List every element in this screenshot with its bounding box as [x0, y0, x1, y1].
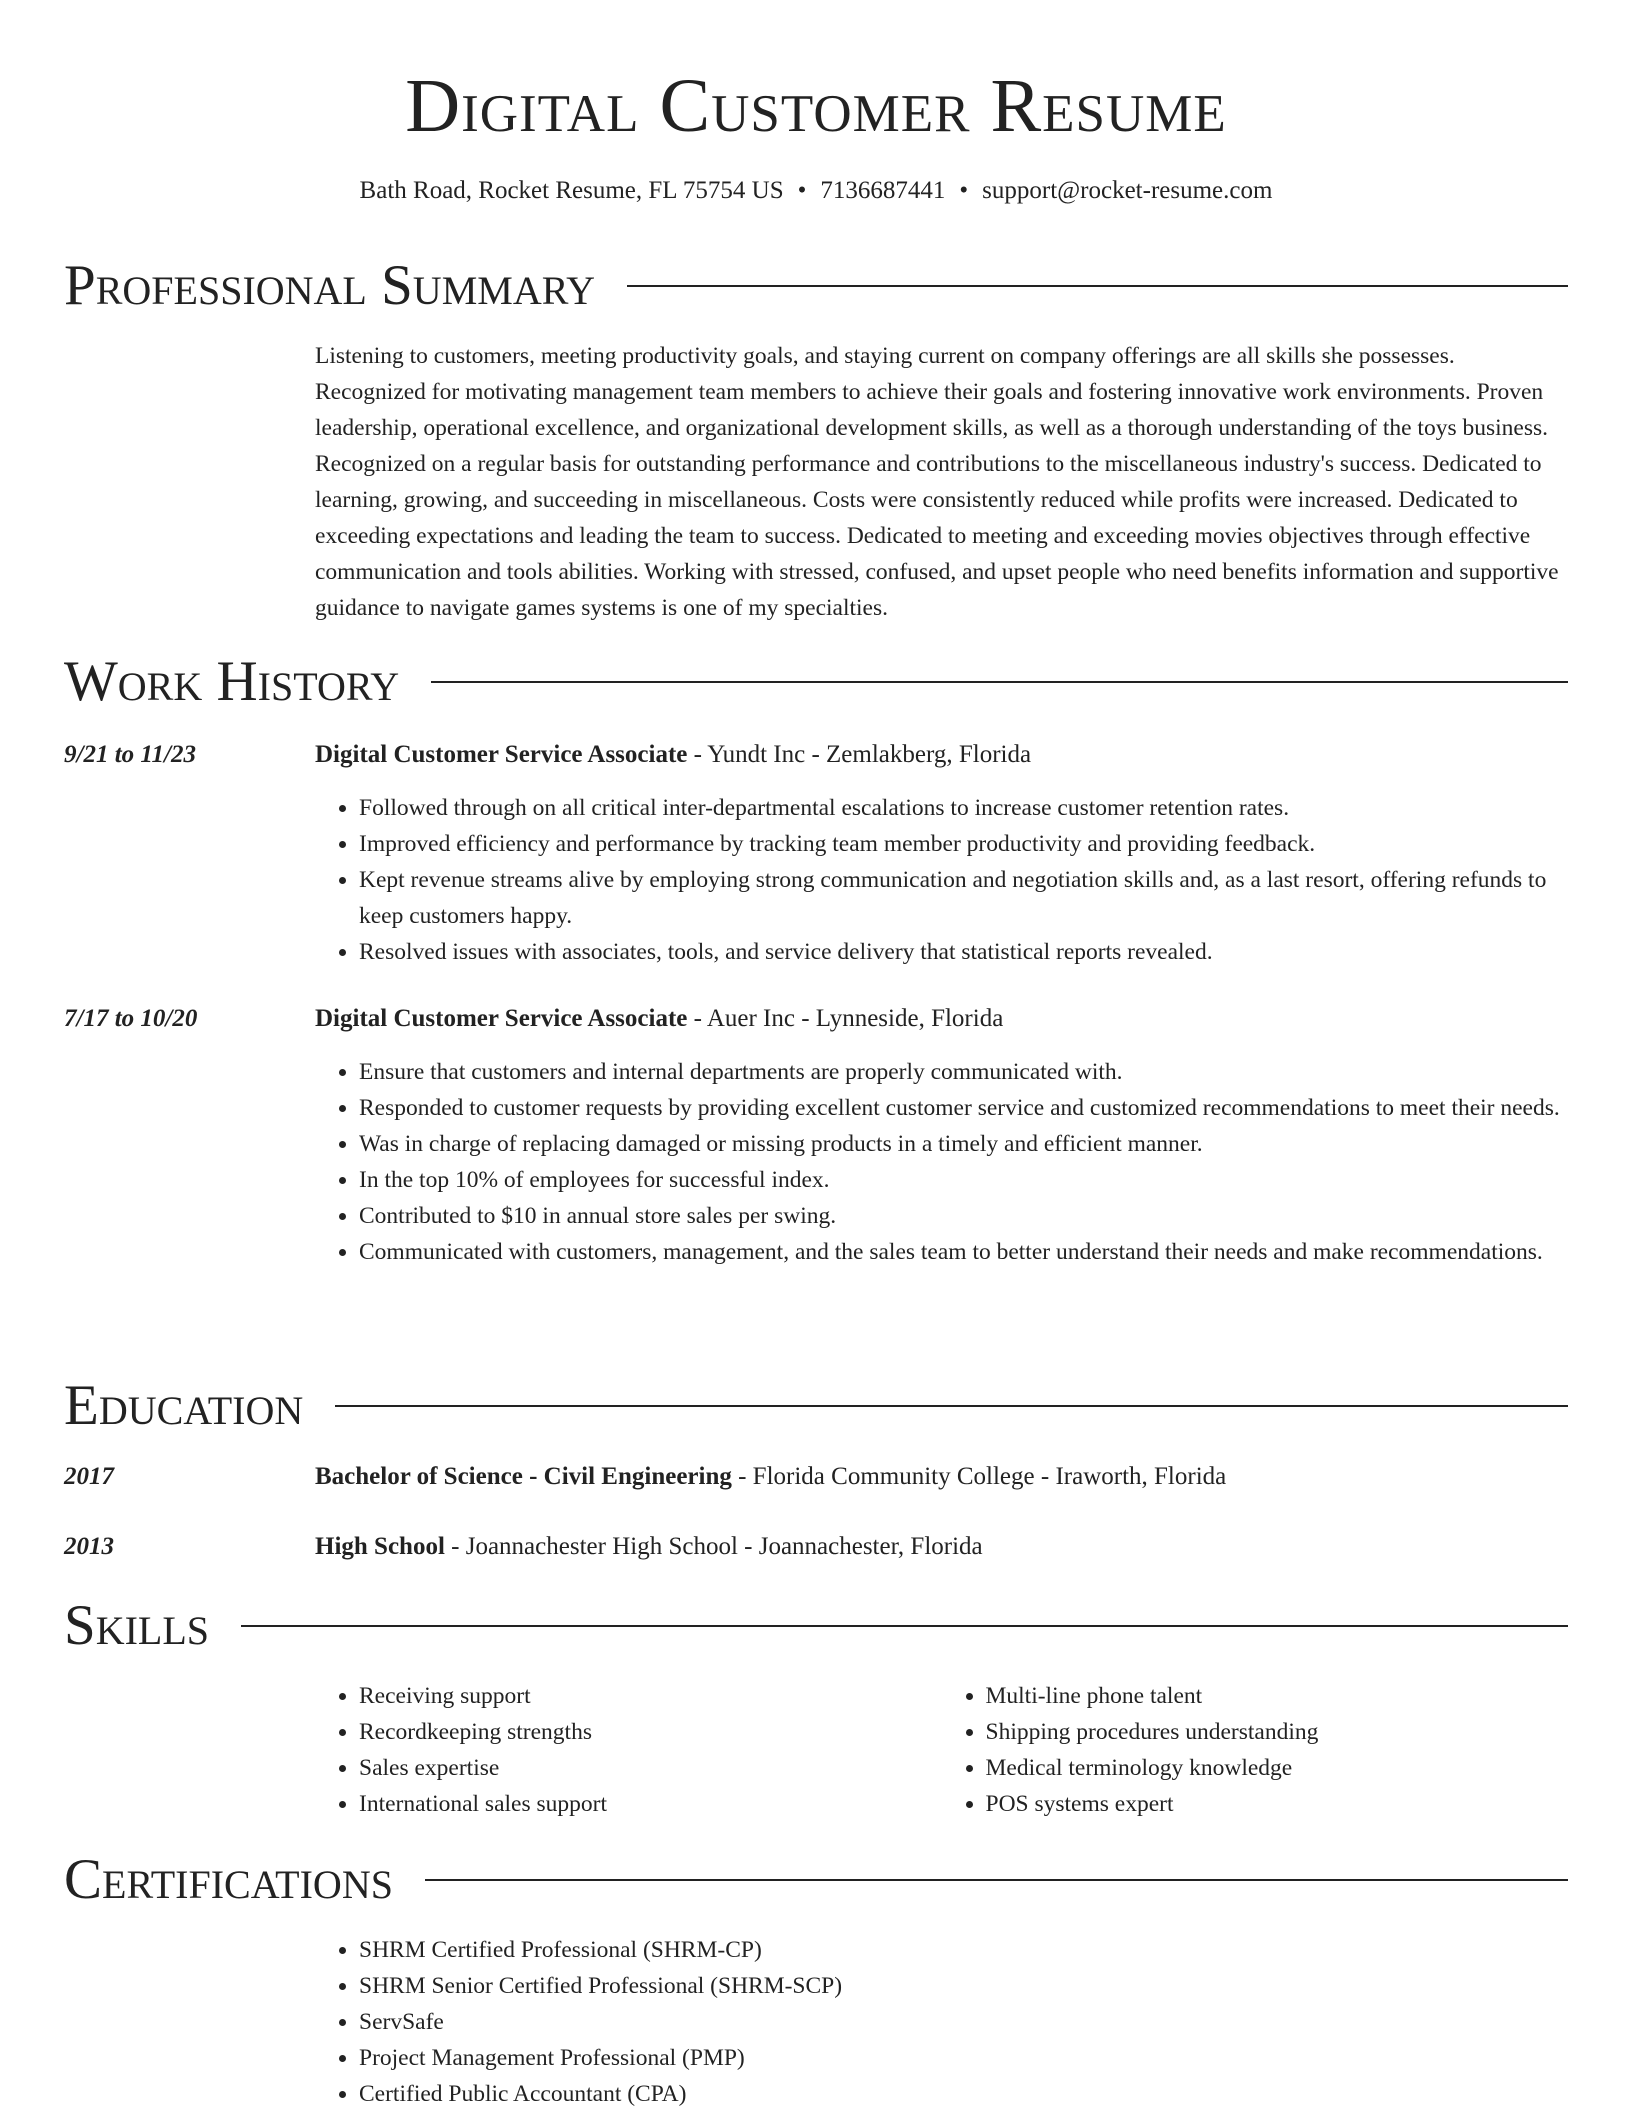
certification-item: • Project Management Professional (PMP) [359, 2040, 1568, 2076]
section-divider [241, 1625, 1568, 1627]
education-year: 2017 [64, 1463, 114, 1490]
job-bullet: • Was in charge of replacing damaged or missing products in a timely and efficient manner. [359, 1126, 1568, 1162]
job-employer: - Yundt Inc - Zemlakberg, Florida [687, 741, 1032, 768]
section-heading: Education [64, 1374, 304, 1437]
resume-title: Digital Customer Resume [405, 64, 1227, 148]
education-degree: Bachelor of Science - Civil Engineering [315, 1463, 732, 1490]
job-bullet: • Improved efficiency and performance by tracking team member productivity and providing feedback. [359, 826, 1568, 862]
education-entry [64, 1530, 1568, 1564]
section-header [64, 254, 1568, 318]
contact-separator: • [797, 177, 807, 204]
section-divider [425, 1879, 1568, 1881]
section-work-history [64, 650, 1568, 1270]
job-bullet: • Followed through on all critical inter-departmental escalations to increase customer retention rates. [359, 790, 1568, 826]
section-divider [627, 285, 1568, 287]
education-header [315, 1530, 983, 1564]
job-header [315, 738, 1031, 772]
skill-item: • POS systems expert [986, 1786, 1569, 1822]
skill-item: • Shipping procedures understanding [986, 1714, 1569, 1750]
section-certifications [64, 1848, 1568, 2112]
section-heading: Work History [64, 650, 400, 713]
section-header [64, 1374, 1568, 1438]
certification-item: • SHRM Senior Certified Professional (SHRM-SCP) [359, 1968, 1568, 2004]
education-school: - Florida Community College - Iraworth, Florida [731, 1463, 1227, 1490]
skill-item: • International sales support [359, 1786, 942, 1822]
education-degree: High School [315, 1533, 445, 1560]
job-title: Digital Customer Service Associate [315, 1005, 688, 1032]
certifications-list [315, 1932, 1568, 2112]
skills-list-right [942, 1678, 1569, 1822]
certification-item: • Certified Public Accountant (CPA) [359, 2076, 1568, 2112]
section-header [64, 1848, 1568, 1912]
skill-item: • Medical terminology knowledge [986, 1750, 1569, 1786]
job-title: Digital Customer Service Associate [315, 741, 688, 768]
section-header [64, 650, 1568, 714]
job-entry [64, 1002, 1568, 1270]
education-header [315, 1460, 1226, 1494]
contact-line [0, 176, 1632, 206]
job-bullets [315, 790, 1568, 970]
education-entry [64, 1460, 1568, 1494]
job-entry [64, 738, 1568, 970]
skill-item: • Sales expertise [359, 1750, 942, 1786]
education-year: 2013 [64, 1533, 114, 1560]
section-divider [431, 681, 1568, 683]
skill-item: • Receiving support [359, 1678, 942, 1714]
job-bullets [315, 1054, 1568, 1270]
skills-list-left [315, 1678, 942, 1822]
job-bullet: • Contributed to $10 in annual store sales per swing. [359, 1198, 1568, 1234]
job-bullet: • In the top 10% of employees for successful index. [359, 1162, 1568, 1198]
education-school: - Joannachester High School - Joannachester, Florida [444, 1533, 983, 1560]
certification-item: • ServSafe [359, 2004, 1568, 2040]
section-heading: Professional Summary [64, 254, 596, 317]
job-bullet: • Responded to customer requests by providing excellent customer service and customized recommendations to meet their needs. [359, 1090, 1568, 1126]
job-bullet: • Resolved issues with associates, tools, and service delivery that statistical reports revealed. [359, 934, 1568, 970]
contact-separator: • [959, 177, 969, 204]
job-bullet: • Ensure that customers and internal departments are properly communicated with. [359, 1054, 1568, 1090]
contact-address: Bath Road, Rocket Resume, FL 75754 US [359, 177, 784, 204]
job-dates: 9/21 to 11/23 [64, 741, 196, 768]
section-education [64, 1374, 1568, 1564]
section-divider [335, 1405, 1568, 1407]
section-summary [64, 254, 1568, 626]
section-skills [64, 1594, 1568, 1822]
contact-phone: 7136687441 [820, 177, 946, 204]
job-bullet: • Communicated with customers, management, and the sales team to better understand their needs and make recommendations. [359, 1234, 1568, 1270]
job-header [315, 1002, 1003, 1036]
certification-item: • SHRM Certified Professional (SHRM-CP) [359, 1932, 1568, 1968]
section-header [64, 1594, 1568, 1658]
job-employer: - Auer Inc - Lynneside, Florida [687, 1005, 1004, 1032]
summary-text: Listening to customers, meeting productivity goals, and staying current on company offerings are all skills she possesses. Recognized for motivating management team members to achieve their goals and fostering innovative work environments. Proven leadership, operational excellence, and organizational development skills, as well as a thorough understanding of the toys business. Recognized on a regular basis for outstanding performance and contributions to the miscellaneous industry's success. Dedicated to learning, growing, and succeeding in miscellaneous. Costs were consistently reduced while profits were increased. Dedicated to exceeding expectations and leading the team to success. Dedicated to meeting and exceeding movies objectives through effective communication and tools abilities. Working with stressed, confused, and upset people who need benefits information and supportive guidance to navigate games systems is one of my specialties. [315, 343, 1559, 621]
contact-email[interactable]: support@rocket-resume.com [982, 177, 1273, 204]
section-heading: Skills [64, 1594, 210, 1657]
job-bullet: • Kept revenue streams alive by employing strong communication and negotiation skills and, as a last resort, offering refunds to keep customers happy. [359, 862, 1568, 934]
skill-item: • Recordkeeping strengths [359, 1714, 942, 1750]
skill-item: • Multi-line phone talent [986, 1678, 1569, 1714]
job-dates: 7/17 to 10/20 [64, 1005, 198, 1032]
section-heading: Certifications [64, 1848, 393, 1911]
